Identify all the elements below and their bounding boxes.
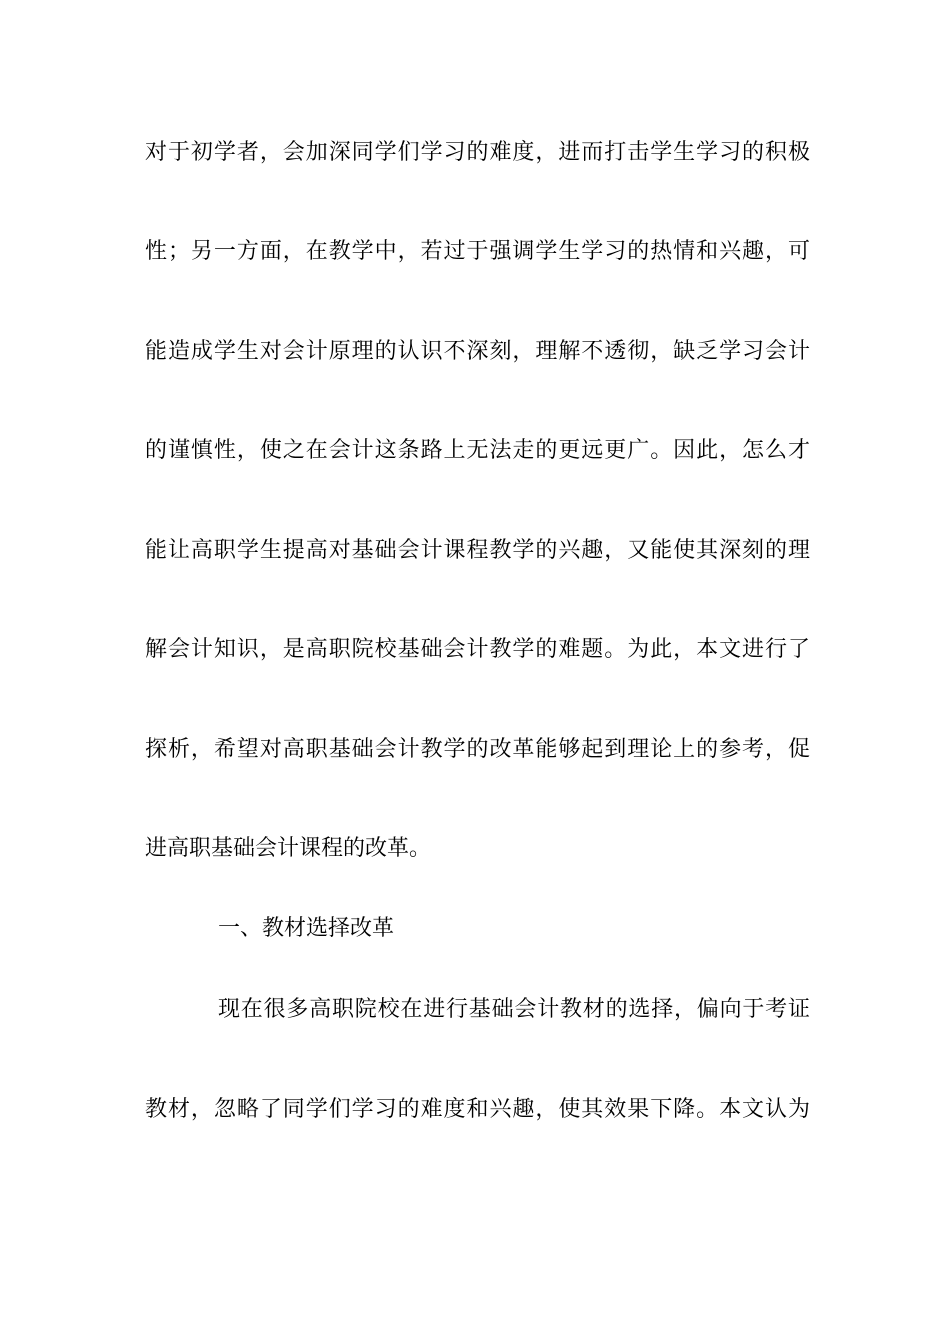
- section-heading: 一、教材选择改革: [218, 916, 395, 941]
- paragraph-line: 性；另一方面，在教学中，若过于强调学生学习的热情和兴趣，可: [145, 239, 810, 264]
- paragraph-line: 能造成学生对会计原理的认识不深刻，理解不透彻，缺乏学习会计: [145, 339, 810, 364]
- paragraph-line: 探析，希望对高职基础会计教学的改革能够起到理论上的参考，促: [145, 737, 810, 762]
- paragraph-line: 对于初学者，会加深同学们学习的难度，进而打击学生学习的积极: [145, 140, 810, 165]
- paragraph-line: 教材，忽略了同学们学习的难度和兴趣，使其效果下降。本文认为: [145, 1097, 810, 1122]
- paragraph-line: 能让高职学生提高对基础会计课程教学的兴趣，又能使其深刻的理: [145, 538, 810, 563]
- paragraph-line: 现在很多高职院校在进行基础会计教材的选择，偏向于考证: [218, 997, 810, 1022]
- paragraph-line: 的谨慎性，使之在会计这条路上无法走的更远更广。因此，怎么才: [145, 438, 810, 463]
- paragraph-line: 进高职基础会计课程的改革。: [145, 836, 432, 861]
- paragraph-line: 解会计知识，是高职院校基础会计教学的难题。为此，本文进行了: [145, 637, 810, 662]
